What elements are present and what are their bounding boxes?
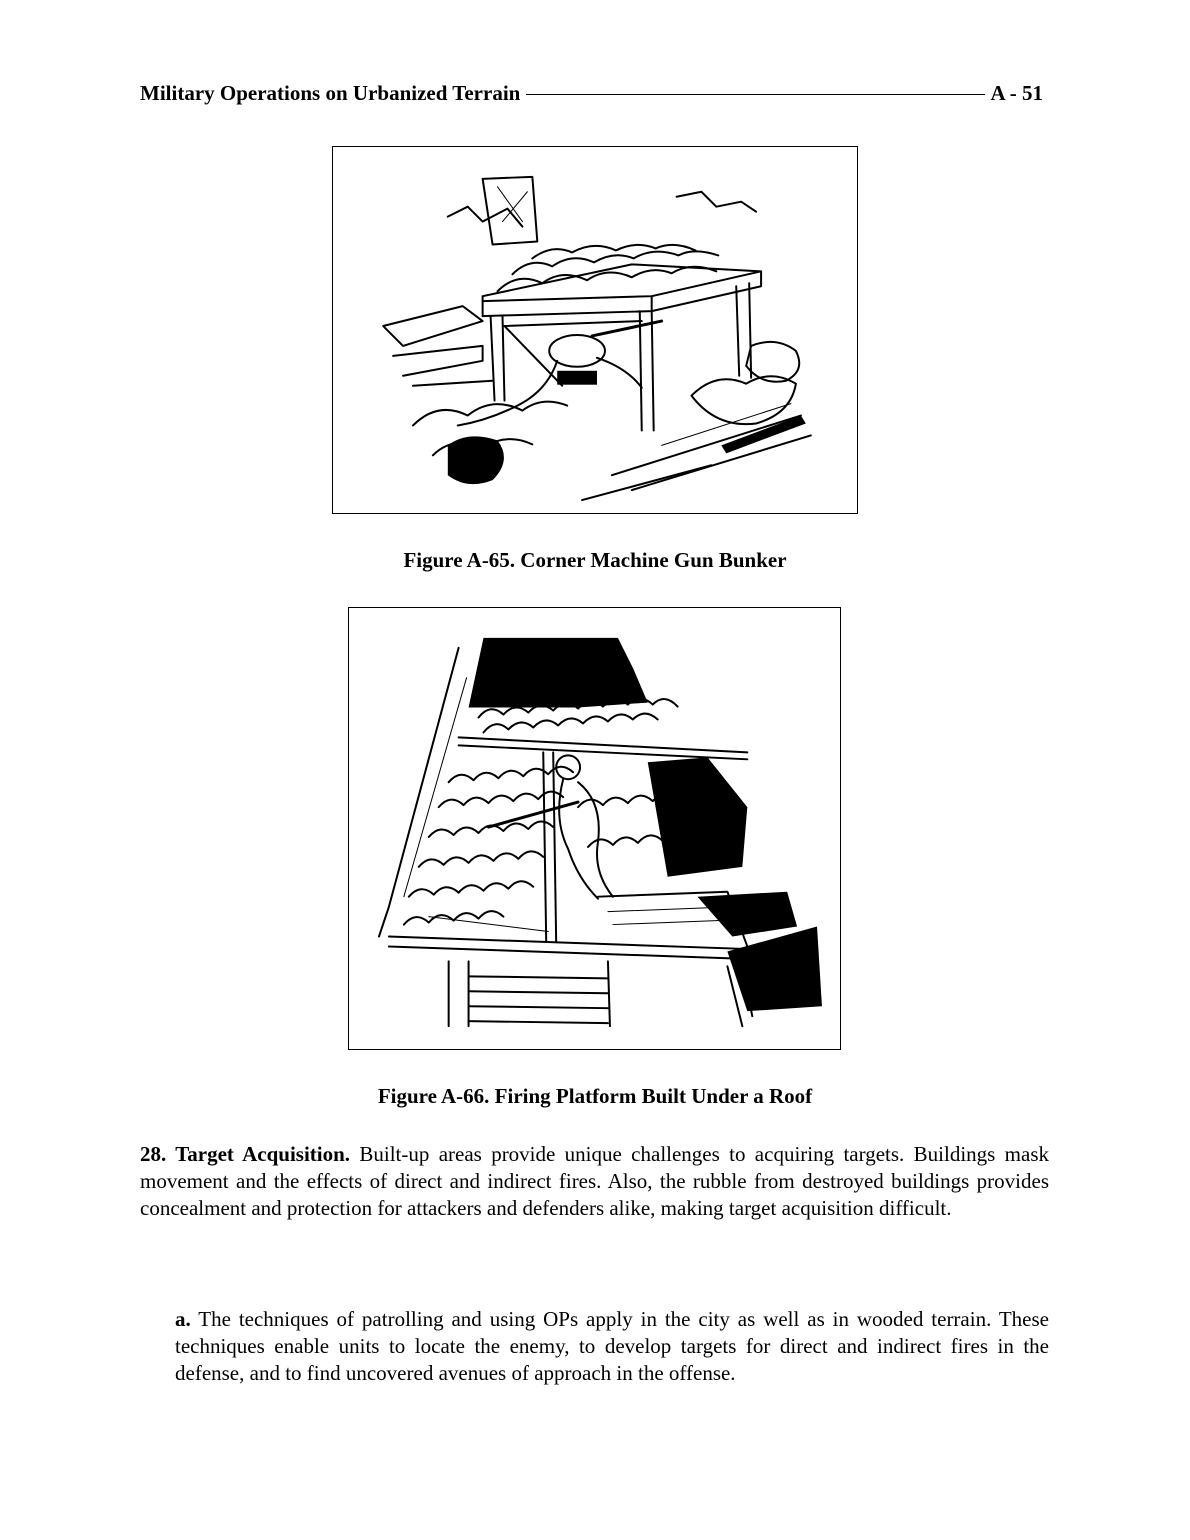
subparagraph-body: The techniques of patrolling and using OPs apply in the city as well as in wooded terrain. These techniques enable units to locate the enemy, to develop targets for direct and indirect fires in the defense, and to find uncovered avenues of approach in the offense. <box>175 1307 1049 1385</box>
figure-a65-caption: Figure A-65. Corner Machine Gun Bunker <box>403 548 787 572</box>
running-header <box>140 78 1043 108</box>
header-rule <box>526 94 984 95</box>
paragraph-heading: 28. Target Acquisition. <box>140 1142 351 1166</box>
figure-a66 <box>348 607 841 1050</box>
paragraph-body: Built-up areas provide unique challenges to acquiring targets. Buildings mask movement and the effects of direct and indirect fires. Also, the rubble from destroyed buildings provides concealment and protection for attackers and defenders alike, making target acquisition difficult. <box>140 1142 1049 1220</box>
firing-platform-illustration <box>349 608 840 1049</box>
subparagraph-label: a. <box>175 1307 191 1331</box>
page-number: A - 51 <box>990 80 1043 105</box>
figure-a66-caption: Figure A-66. Firing Platform Built Under a Roof <box>377 1084 813 1108</box>
paragraph-target-acquisition <box>140 1141 1049 1222</box>
header-title: Military Operations on Urbanized Terrain <box>140 80 521 105</box>
subparagraph-a <box>175 1306 1049 1387</box>
figure-a65 <box>332 146 858 514</box>
machine-gun-bunker-illustration <box>333 147 857 513</box>
